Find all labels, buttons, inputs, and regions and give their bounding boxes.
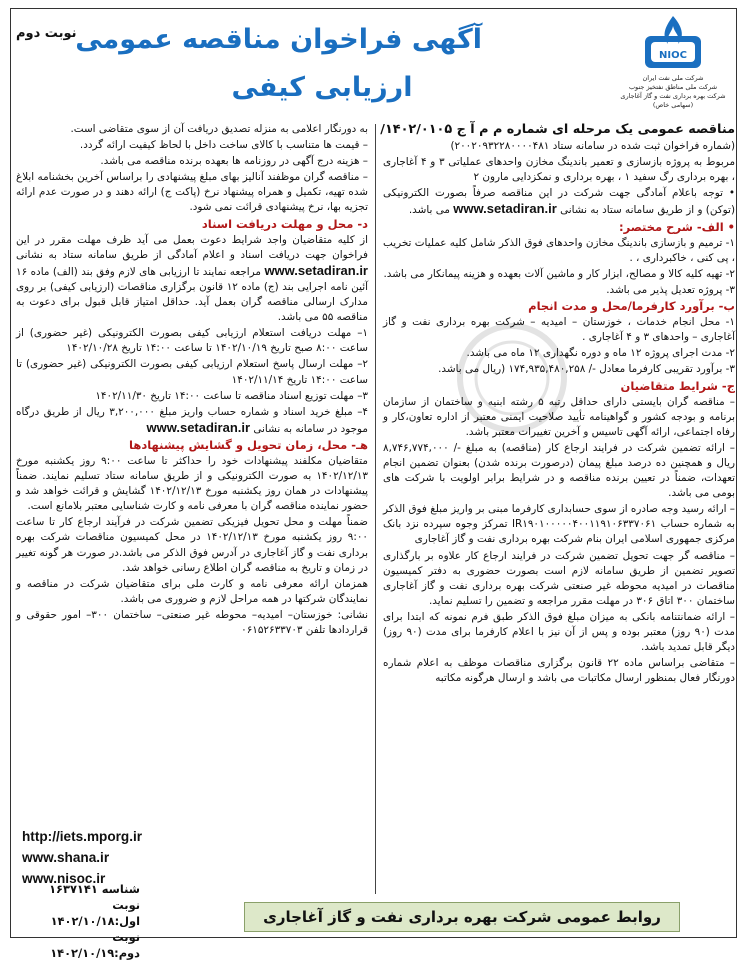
nioc-flame-icon (642, 14, 704, 72)
nisoc-link[interactable]: www.nisoc.ir (22, 871, 106, 886)
section-b-item: ۱- محل انجام خدمات ، خوزستان – امیدیه – شرکت بهره برداری نفت و گاز آغاجاری – واحدهای ۳ و ۴ آغاجاری . (383, 316, 735, 344)
column-divider (375, 124, 376, 894)
left-column (16, 122, 368, 639)
notice-subtitle: ارزیابی کیفی (231, 72, 413, 103)
section-d-item: ۱– مهلت دریافت استعلام ارزیابی کیفی بصورت الکترونیکی (غیر حضوری) از ساعت ۸:۰۰ صبح تاریخ ۱۴۰۲/۱۰/۱۹ تا ساعت ۱۴:۰۰ تاریخ ۱۴۰۲/۱۰/۲۸ (16, 327, 368, 355)
section-e-item: همزمان ارائه معرفی نامه و کارت ملی برای متقاضیان شرکت در مناقصه و نمایندگان شرکتها در همه مراحل لازم و ضروری می باشد. (16, 577, 368, 605)
right-column (380, 122, 736, 687)
notice-header (12, 10, 735, 118)
section-b-heading: ب- برآورد کارفرما/محل و مدت انجام (528, 299, 735, 314)
tender-title: مناقصه عمومی یک مرحله ای شماره م م آ ج ۱۴۰۲/۰۱۰۵/ (380, 122, 735, 137)
section-c-item: – متقاضی براساس ماده ۲۲ قانون برگزاری مناقصات موظف به اعلام شماره دورنگار فعال بمنظور ارسال مکاتبات می باشد و ارسال هرگونه مکاتبه (383, 657, 735, 685)
section-c-item: – مناقصه گر جهت تحویل تضمین شرکت در فرایند ارجاع کار علاوه بر بارگذاری تصویر تضمین از طریق سامانه لازم است بصورت حضوری به دفتر کمیسیون مناقصات در امیدیه محوطه غیر صنعتی شرکت بهره برداری نفت و گاز آغاجاری ساختمان ۳۰۰ اتاق ۳۰۶ در مهلت مقرر مراجعه و تضمین را تسلیم نماید. (383, 549, 735, 607)
contact-links (22, 826, 222, 889)
section-a-item: ۱- ترمیم و بازسازی باندینگ مخازن واحدهای فوق الذکر شامل کلیه عملیات تخریب ، پی کنی ، خاکبرداری ، . (383, 236, 735, 264)
section-e-item: متقاضیان مکلفند پیشنهادات خود را حداکثر تا ساعت ۹:۰۰ روز یکشنبه مورخ ۱۴۰۲/۱۲/۱۳ به صورت الکترونیکی و از طریق سامانه ستاد تسلیم نمایند. ضمناً پیشنهادات در همان روز یکشنبه مورخ ۱۴۰۲/۱۲/۱۳ گشایش و قرائت خواهد شد و حضور نماینده مناقصه گران با معرفی نامه و کارت شناسایی معتبر بلامانع است. (16, 454, 368, 513)
section-c-item: – ارائه ضمانتنامه بانکی به میزان مبلغ فوق الذکر طبق فرم نمونه که ابتدا برای مدت (۹۰ روز) معتبر بوده و پس از آن نیز با اعلام کارفرما برای مدت (۹۰ روز) دیگر قابل تمدید باشد. (383, 610, 735, 654)
section-c-item: – ارائه رسید وجه صادره از سوی حسابداری کارفرما مبنی بر واریز مبلغ فوق الذکر به شماره حساب IR۱۹۰۱۰۰۰۰۰۴۰۰۱۱۹۱۰۶۳۳۷۰۶۱ تمرکز وجوه سپرده نزد بانک مرکزی جمهوری اسلامی ایران بنام شرکت بهره برداری نفت و گاز آغاجاری (383, 503, 735, 546)
round2-date: نوبت دوم:۱۴۰۲/۱۰/۱۹ (50, 930, 140, 960)
setad-link[interactable]: www.setadiran.ir (264, 262, 368, 278)
round-badge: نوبت دوم (16, 26, 77, 41)
round1-date: نوبت اول:۱۴۰۲/۱۰/۱۸ (50, 898, 140, 928)
section-d-item: ۳– مهلت توزیع اسناد مناقصه تا ساعت ۱۴:۰۰ تاریخ ۱۴۰۲/۱۱/۳۰ (95, 389, 368, 402)
section-d-item: ۴– مبلغ خرید اسناد و شماره حساب واریز مبلغ ۳,۲۰۰,۰۰۰ ریال از طریق درگاه موجود در سامانه به نشانی www.setadiran.ir (16, 405, 368, 435)
section-d-heading: د- محل و مهلت دریافت اسناد (201, 216, 368, 231)
section-e-item: ضمناً مهلت و محل تحویل فیزیکی تضمین شرکت در فرآیند ارجاع کار تا ساعت ۹:۰۰ روز یکشنبه مورخ ۱۴۰۲/۱۲/۱۳ در محل کمیسیون مناقصات شرکت بهره برداری نفت و گاز آغاجاری در آدرس فوق الذکر می باشد.در صورت هر گونه تغییر در زمان و تاریخ به مناقصه گران اطلاع رسانی خواهد شد. (16, 516, 368, 574)
condition-item: – مناقصه گران موظفند آنالیز بهای مبلغ پیشنهادی را براساس آخرین بخشنامه ابلاغ شده تهیه، تکمیل و همراه پیشنهاد نرخ (پاکت ج) ارائه دهند و در صورت عدم ارائه تجزیه بها، نرخ پیشنهادی قرائت نمی شود. (16, 171, 368, 214)
continued-text: به دورنگار اعلامی به منزله تصدیق دریافت آن از سوی متقاضی است. (70, 123, 368, 135)
tender-intro: مربوط به پروژه بازسازی و تعمیر باندینگ مخازن واحدهای عملیاتی ۳ و ۴ آغاجاری ، بهره برداری رگ سفید ۱ ، بهره برداری و نمکزدایی مارون ۲ (383, 156, 736, 184)
svg-text:NIOC: NIOC (659, 50, 687, 61)
condition-item: – قیمت ها متناسب با کالای ساخت داخل با لحاظ کیفیت ارائه گردد. (79, 139, 368, 152)
section-e-heading: هـ- محل، زمان تحویل و گشایش پیشنهادها (129, 437, 368, 452)
section-a-heading: • الف- شرح مختصر: (618, 219, 735, 234)
notice-title: آگهی فراخوان مناقصه عمومی (75, 24, 482, 55)
condition-item: – هزینه درج آگهی در روزنامه ها بعهده برنده مناقصه می باشد. (100, 155, 368, 168)
public-relations-banner: روابط عمومی شرکت بهره برداری نفت و گاز آغاجاری (244, 902, 680, 932)
tender-ref: (شماره فراخوان ثبت شده در سامانه ستاد ۲۰۰۲۰۹۳۲۲۸۰۰۰۰۴۸۱) (450, 140, 735, 153)
section-c-item: – ارائه تضمین شرکت در فرایند ارجاع کار (مناقصه) به مبلغ -/ ۸,۷۴۶,۷۷۴,۰۰۰ ریال و همچنین ده درصد مبلغ پیمان (درصورت برنده شدن) بعنوان تضمین انجام تعهدات، ضمناً در تعیین برنده مناقصه و در شرایط برابر اولویت با شرکت های بومی می باشد. (383, 441, 735, 500)
iets-link[interactable]: http://iets.mporg.ir (22, 829, 143, 844)
company-logo (617, 14, 729, 110)
shana-id: شناسه ۱۶۳۷۱۴۱ (49, 882, 140, 896)
section-b-item: ۲- مدت اجرای پروژه ۱۲ ماه و دوره نگهداری ۱۲ ماه می باشد. (466, 347, 735, 360)
publication-info (20, 881, 140, 961)
section-b-item: ۳- برآورد تقریبی کارفرما معادل -/ ۱۷۴,۹۳۵,۴۸۰,۲۵۸ (ریال می باشد. (438, 363, 735, 376)
section-a-item: ۳- پروژه تعدیل پذیر می باشد. (606, 283, 735, 296)
shana-link[interactable]: www.shana.ir (22, 850, 110, 865)
notice-paragraph: • توجه باعلام آمادگی جهت شرکت در این مناقصه صرفاً بصورت الکترونیکی (توکن) و از طریق سامانه ستاد به نشانی www.setadiran.ir می باشد. (383, 187, 735, 217)
setad-link[interactable]: www.setadiran.ir (453, 201, 557, 217)
section-c-item: – مناقصه گران بایستی دارای حداقل رتبه ۵ رشته ابنیه و ساختمان از سازمان برنامه و بودجه کشور و گواهینامه تأیید صلاحیت ایمنی معتبر از اداره تعاون،کار و رفاه اجتماعی، ارائه آگهی تاسیس و آخرین تغییرات معتبر باشد. (383, 395, 736, 438)
section-a-item: ۲- تهیه کلیه کالا و مصالح، ابزار کار و ماشین آلات بعهده و هزینه پیمانکار می باشد. (383, 267, 735, 280)
address-text: نشانی: خوزستان– امیدیه– محوطه غیر صنعتی– ساختمان ۳۰۰– امور حقوقی و قراردادها تلفن ۰۶۱۵۲۶۳۳۷۰۳ (16, 608, 369, 636)
section-c-heading: ج- شرایط متقاضیان (620, 378, 735, 393)
setad-link[interactable]: www.setadiran.ir (146, 419, 251, 435)
section-d-intro: از کلیه متقاضیان واجد شرایط دعوت بعمل می آید ظرف مهلت مقرر در این فراخوان جهت دریافت اسناد و اعلام آمادگی از طریق سامانه ستاد به نشانی www.setadiran.ir مراجعه نمایند تا ارزیابی های لازم وفق بند (الف) ماده ۱۶ آئین نامه اجرایی بند (ج) ماده ۱۲ قانون برگزاری مناقصات (ارزیابی کیفی) بر روی مدارک ارسالی مناقصه گران بعمل آید. حداقل امتیاز قابل قبول برای دعوت به مناقصه ۵۵ می باشد. (16, 233, 368, 324)
logo-caption: شرکت ملی نفت ایران شرکت ملی مناطق نفتخیز جنوب شرکت بهره برداری نفت و گاز آغاجاری (سهامی خاص) (620, 74, 726, 109)
section-d-item: ۲– مهلت ارسال پاسخ استعلام ارزیابی کیفی بصورت الکترونیکی (غیر حضوری) تا ساعت ۱۴:۰۰ تاریخ ۱۴۰۲/۱۱/۱۴ (16, 358, 368, 386)
